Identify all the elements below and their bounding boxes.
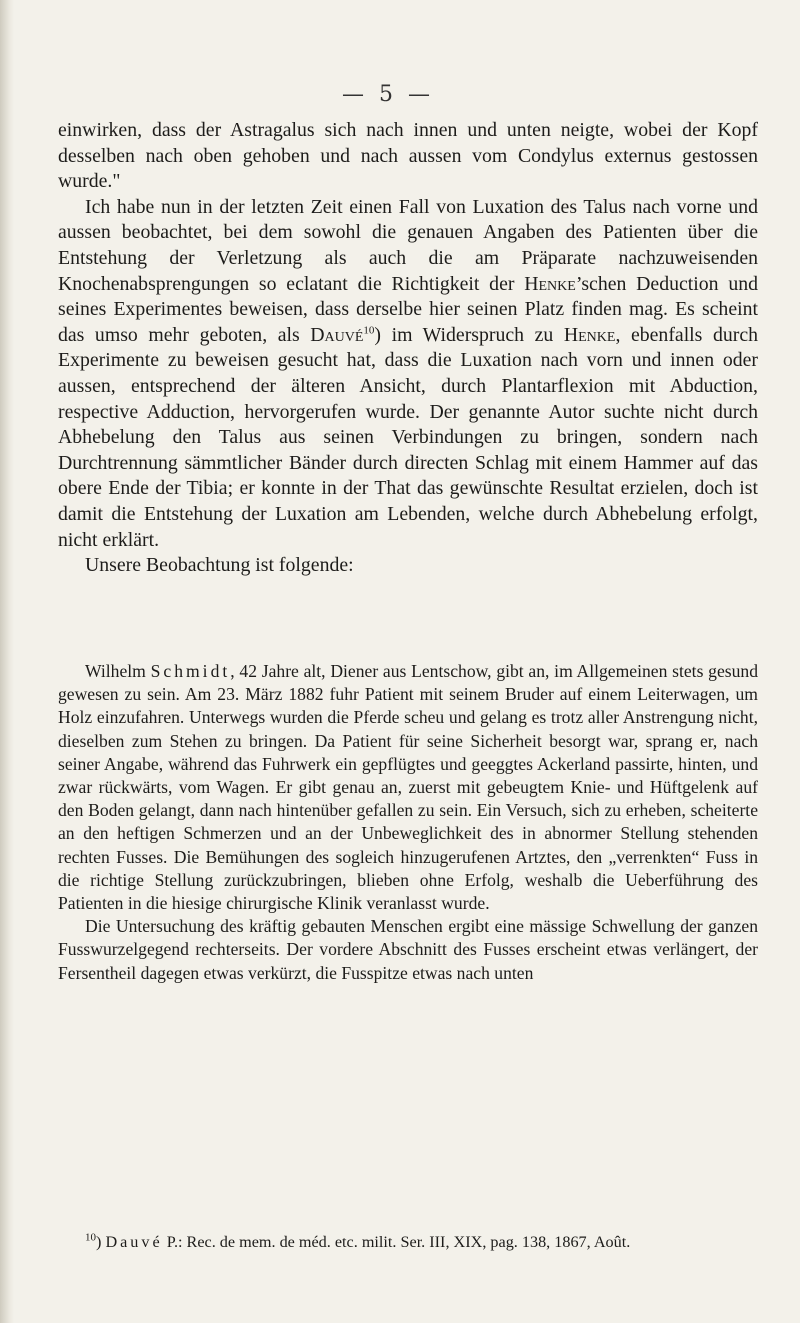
- footnote-number: 10: [85, 1231, 96, 1244]
- footnote: $^{10}$) Dauvé P.: Rec. de mem. de méd. etc. milit. Ser. III, XIX, pag. 138, 1867, Août.: [85, 1231, 631, 1251]
- page-number: — 5 —: [342, 82, 434, 107]
- case-examination-paragraph: Die Untersuchung des kräftig gebauten Menschen ergibt eine mässige Schwellung der ganzen Fusswurzelgegend rechterseits. Der vordere Abschnitt des Fusses erscheint etwas verlängert, der Fersentheil dagegen etwas verkürzt, die Fusspitze etwas nach unten: [58, 916, 758, 983]
- case-history-paragraph: Wilhelm Schmidt, 42 Jahre alt, Diener aus Lentschow, gibt an, im Allgemeinen stets gesund gewesen zu sein. Am 23. März 1882 fuhr Patient mit seinem Bruder auf einem Leiterwagen, um Holz einzufahren. Unterwegs wurden die Pferde scheu und gelang es trotz aller Anstrengung nicht, dieselben zum Stehen zu bringen. Da Patient für seine Sicherheit besorgt war, sprang er, nach seiner Angabe, während das Fuhrwerk ein gepflügtes und geeggtes Ackerland passirte, hinten, und zwar rückwärts, vom Wagen. Er gibt genau an, zuerst mit gebeugtem Knie- und Hüftgelenk auf den Boden gelangt, dann nach hintenüber gefallen zu sein. Ein Versuch, sich zu erheben, scheiterte an den heftigen Schmerzen und an der Unbeweglichkeit des in abnormer Stellung stehenden rechten Fusses. Die Bemühungen des sogleich hinzugerufenen Artztes, den „verrenkten“ Fuss in die richtige Stellung zurückzubringen, blieben ohne Erfolg, weshalb die Ueberführung des Patienten in die hiesige chirurgische Klinik veranlasst wurde.: [58, 661, 758, 914]
- main-body-text: [58, 118, 758, 579]
- patient-surname: Schmidt: [150, 661, 231, 681]
- scan-edge-shadow: [0, 0, 14, 1323]
- footnote-author: Dauvé: [105, 1233, 163, 1251]
- paragraph-observation-intro: Unsere Beobachtung ist folgende:: [85, 554, 354, 577]
- footnote-ref: 10: [363, 324, 375, 337]
- paragraph-continuation: einwirken, dass der Astragalus sich nach innen und unten neigte, wobei der Kopf desselben nach oben gehoben und nach aussen vom Condylus externus gestossen wurde.": [58, 119, 758, 193]
- author-name-henke: Henke: [563, 323, 616, 346]
- case-report: [58, 660, 758, 985]
- author-name-dauve: Dauvé: [310, 323, 364, 346]
- footnote-text: P.: Rec. de mem. de méd. etc. milit. Ser. III, XIX, pag. 138, 1867, Août.: [162, 1233, 631, 1251]
- paragraph-luxation-case: Ich habe nun in der letzten Zeit einen Fall von Luxation des Talus nach vorne und aussen beobachtet, bei dem sowohl die genauen Angaben des Patienten über die Entstehung der Verletzung als auch die am Präparate nachzuweisenden Knochenabsprengungen so eclatant die Richtigkeit der Henke’schen Deduction und seines Experimentes beweisen, dass derselbe hier seinen Platz finden mag. Es scheint das umso mehr geboten, als Dauvé$^{10}$) im Widerspruch zu Henke, ebenfalls durch Experimente zu beweisen gesucht hat, dass die Luxation nach vorn und innen oder aussen, entsprechend der älteren Ansicht, durch Plantarflexion mit Abduction, respective Adduction, hervorgerufen wurde. Der genannte Autor suchte nicht durch Abhebelung den Talus aus seinen Verbindungen zu bringen, sondern nach Durchtrennung sämmtlicher Bänder durch directen Schlag mit einem Hammer auf das obere Ende der Tibia; er konnte in der That das gewünschte Resultat erzielen, doch ist damit die Entstehung der Luxation am Lebenden, welche durch Abhebelung erfolgt, nicht erklärt.: [58, 195, 758, 551]
- author-name-henke: Henke: [524, 272, 576, 295]
